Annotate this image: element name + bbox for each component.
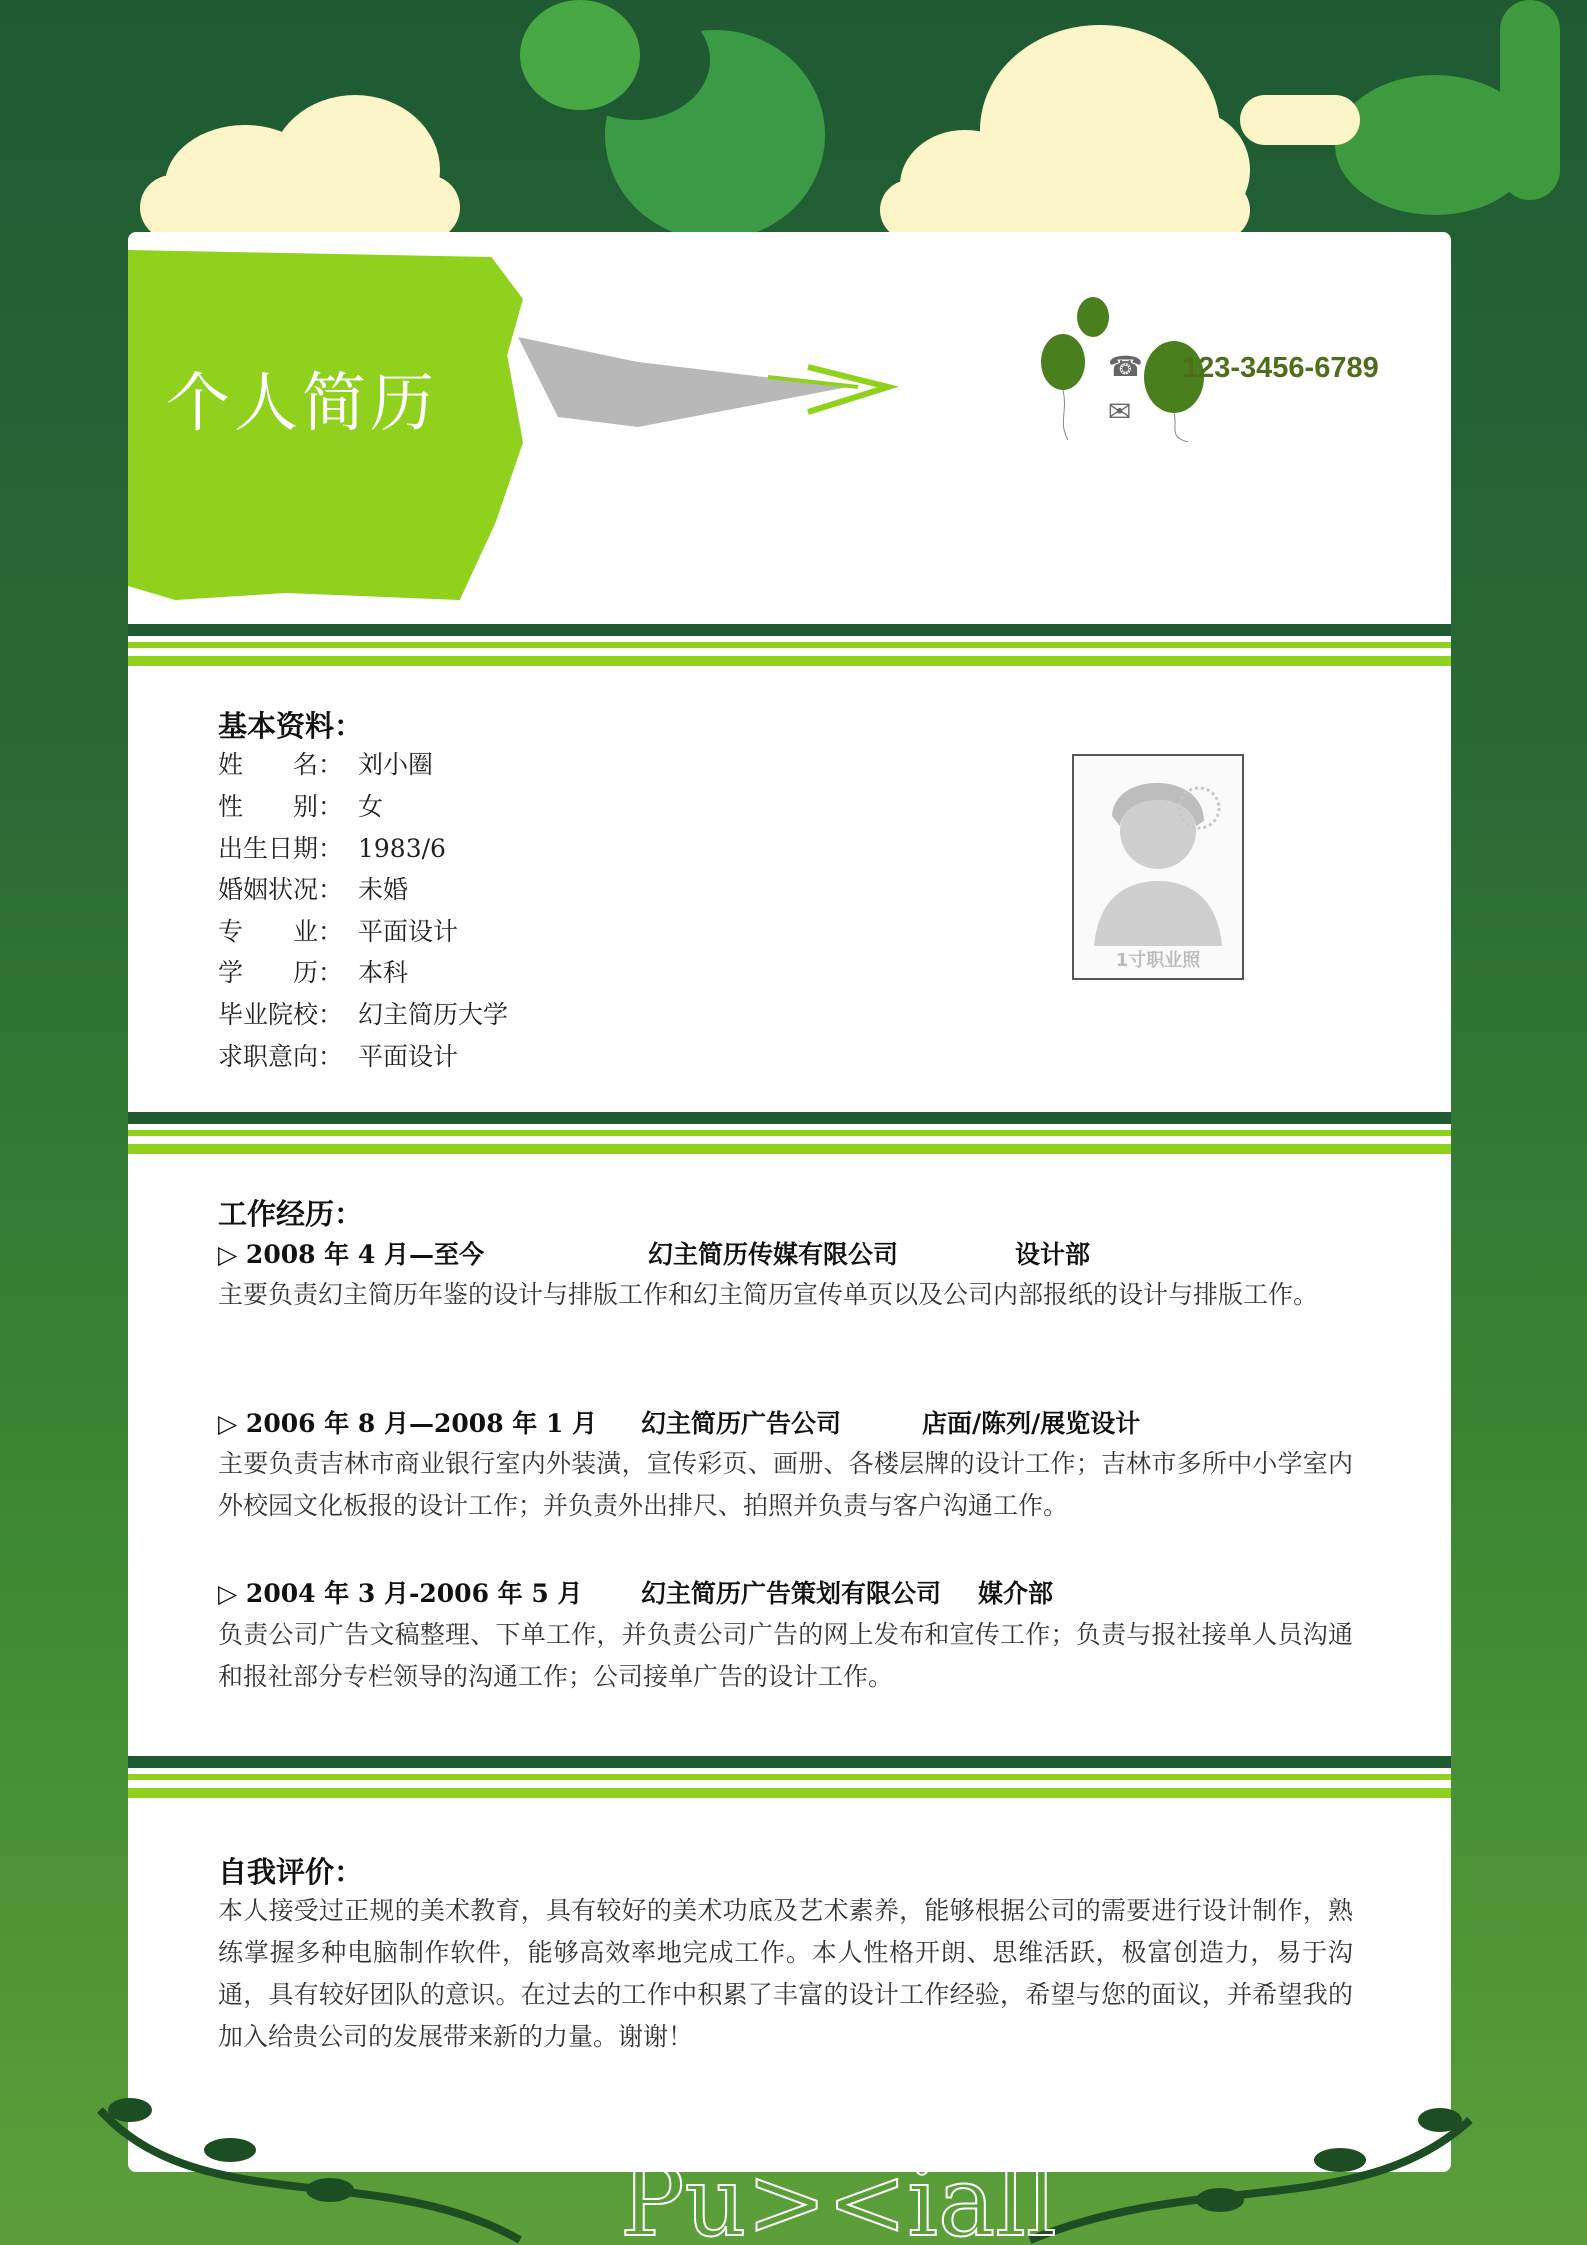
divider-line — [128, 642, 1451, 648]
divider-line — [128, 1144, 1451, 1154]
vine-decoration — [0, 2040, 1587, 2245]
balloons-illustration — [908, 262, 1228, 442]
info-row: 学 历： 本科 — [218, 958, 409, 987]
info-row: 性 别： 女 — [218, 792, 384, 821]
divider-line — [128, 1130, 1451, 1136]
photo-placeholder — [1072, 754, 1244, 980]
info-row: 姓 名： 刘小圈 — [218, 750, 434, 779]
info-row: 出生日期： 1983/6 — [218, 834, 446, 863]
divider — [128, 1112, 1451, 1124]
signature-text: Pu><iall — [620, 2146, 1057, 2245]
job-description: 主要负责幻主简历年鉴的设计与排版工作和幻主简历宣传单页以及公司内部报纸的设计与排版工作。 — [218, 1280, 1319, 1309]
resume-paper: 个人简历 ☎ 123-3456-6789 ✉ 基本资料： 姓 名： 刘小圈 性 别： 女 出生日期： 1983/6 婚姻状况： 未婚 专 业： 平面设计 学 历： 本科 毕业院校： 幻主简历大学 求职意向： 平面设计 1寸职业照 工作经历： ▷ 2008 年 4 月—至今 幻主简历传媒有限公司 设计部 主要负责幻主简历年鉴的设计与排版工作和幻主简历宣传单页以及公司内部报纸的设计与排版工作。 ▷ 2006 年 8 月—2008 年 1 月 幻主简历广告公司 店面/陈列/展览设计 主要负责吉林市商业银行室内外装潢，宣传彩页、画册、各楼层牌的设计工作；吉林市多所中小学室内外校园文化板报的设计工作；并负责外出排尺、拍照并负责与客户沟通工作。 ▷ 2004 年 3 月-2006 年 5 月 幻主简历广告策划有限公司 媒介部 负责公司广告文稿整理、下单工作，并负责公司广告的网上发布和宣传工作；负责与报社接单人员沟通和报社部分专栏领导的沟通工作；公司接单广告的设计工作。 自我评价： 本人接受过正规的美术教育，具有较好的美术功底及艺术素养，能够根据公司的需要进行设计制作，熟练掌握多种电脑制作软件，能够高效率地完成工作。本人性格开朗、思维活跃，极富创造力，易于沟通，具有较好团队的意识。在过去的工作中积累了丰富的设计工作经验，希望与您的面议，并希望我的加入给贵公司的发展带来新的力量。谢谢！ — [128, 232, 1451, 2172]
phone-icon: ☎ — [1108, 350, 1143, 383]
self-evaluation-text: 本人接受过正规的美术教育，具有较好的美术功底及艺术素养，能够根据公司的需要进行设计制作，熟练掌握多种电脑制作软件，能够高效率地完成工作。本人性格开朗、思维活跃，极富创造力，易于沟通，具有较好团队的意识。在过去的工作中积累了丰富的设计工作经验，希望与您的面议，并希望我的加入给贵公司的发展带来新的力量。谢谢！ — [218, 1896, 1353, 2051]
job-description: 负责公司广告文稿整理、下单工作，并负责公司广告的网上发布和宣传工作；负责与报社接单人员沟通和报社部分专栏领导的沟通工作；公司接单广告的设计工作。 — [218, 1620, 1353, 1691]
info-row: 毕业院校： 幻主简历大学 — [218, 1000, 509, 1029]
divider-line — [128, 1788, 1451, 1798]
page-title: 个人简历 — [166, 367, 438, 441]
info-row: 专 业： 平面设计 — [218, 917, 459, 946]
photo-caption: 1寸职业照 — [1115, 950, 1201, 971]
mail-icon: ✉ — [1108, 395, 1132, 428]
phone-number: 123-3456-6789 — [1182, 352, 1379, 384]
section-heading-self: 自我评价： — [218, 1855, 364, 1889]
divider-line — [128, 656, 1451, 666]
divider-line — [128, 1774, 1451, 1780]
pencil-illustration — [518, 317, 898, 447]
section-heading-basic: 基本资料： — [218, 709, 364, 743]
divider — [128, 624, 1451, 636]
info-row: 求职意向： 平面设计 — [218, 1042, 459, 1071]
job-description: 主要负责吉林市商业银行室内外装潢，宣传彩页、画册、各楼层牌的设计工作；吉林市多所中小学室内外校园文化板报的设计工作；并负责外出排尺、拍照并负责与客户沟通工作。 — [218, 1449, 1353, 1520]
section-heading-work: 工作经历： — [218, 1197, 364, 1231]
info-row: 婚姻状况： 未婚 — [218, 875, 409, 904]
divider — [128, 1756, 1451, 1768]
